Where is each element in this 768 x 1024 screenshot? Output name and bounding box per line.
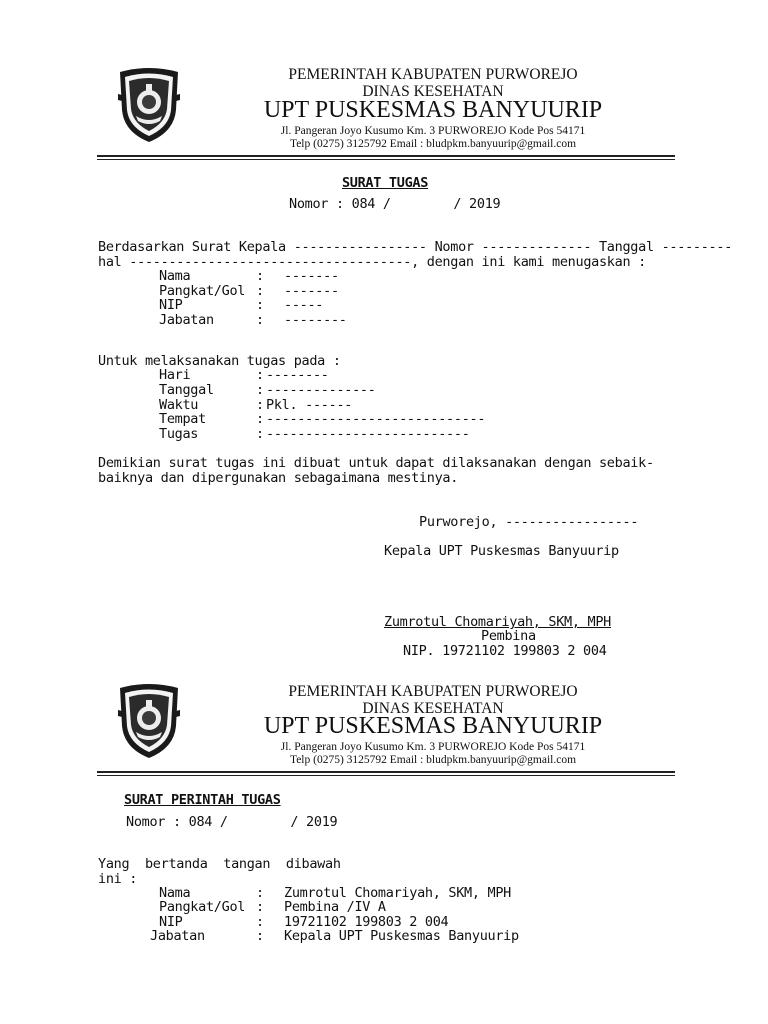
signer-name: Zumrotul Chomariyah, SKM, MPH	[384, 614, 612, 630]
letterhead-rule-thick	[97, 771, 675, 773]
letter-intro-line: Berdasarkan Surat Kepala ----------------- Nomor -------------- Tanggal ---------	[98, 239, 733, 255]
field-value: --------	[284, 312, 347, 328]
field-value: ----------------------------	[266, 411, 486, 427]
letter-title: SURAT TUGAS	[341, 175, 429, 191]
field-colon: :	[256, 411, 264, 427]
field-value: --------------------------	[266, 426, 470, 442]
field-colon: :	[256, 928, 264, 944]
field-label: Tanggal	[159, 382, 214, 398]
letter-number: Nomor : 084 / / 2019	[289, 196, 501, 212]
letterhead-department: DINAS KESEHATAN	[362, 83, 504, 100]
field-value: Kepala UPT Puskesmas Banyuurip	[284, 928, 519, 944]
field-colon: :	[256, 283, 264, 299]
letter-title: SURAT PERINTAH TUGAS	[124, 792, 281, 808]
field-label: Tugas	[159, 426, 199, 442]
field-colon: :	[256, 885, 264, 901]
letterhead-rule-thick	[97, 155, 675, 157]
closing-line: baiknya dan dipergunakan sebagaimana mestinya.	[98, 470, 459, 486]
field-colon: :	[256, 426, 264, 442]
place-date: Purworejo, -----------------	[419, 514, 639, 530]
letterhead-contact: Telp (0275) 3125792 Email : bludpkm.banyuurip@gmail.com	[289, 754, 577, 766]
field-label: Waktu	[159, 397, 199, 413]
field-colon: :	[256, 397, 264, 413]
field-label: Jabatan	[150, 928, 205, 944]
letterhead-institution: UPT PUSKESMAS BANYUURIP	[263, 713, 603, 739]
letterhead-address: Jl. Pangeran Joyo Kusumo Km. 3 PURWOREJO Kode Pos 54171	[280, 125, 586, 137]
field-value: -------	[284, 268, 339, 284]
field-label: Hari	[159, 367, 191, 383]
field-colon: :	[256, 268, 264, 284]
letterhead-institution: UPT PUSKESMAS BANYUURIP	[263, 97, 603, 123]
letterhead-government-name: PEMERINTAH KABUPATEN PURWOREJO	[288, 66, 578, 83]
field-label: Nama	[159, 268, 191, 284]
field-value: -----	[284, 297, 324, 313]
field-value: Pembina /IV A	[284, 899, 386, 915]
field-colon: :	[256, 914, 264, 930]
field-value: --------	[266, 367, 329, 383]
closing-line: Demikian surat tugas ini dibuat untuk dapat dilaksanakan dengan sebaik-	[98, 455, 654, 471]
field-value: 19721102 199803 2 004	[284, 914, 449, 930]
field-value: --------------	[266, 382, 376, 398]
field-value: -------	[284, 283, 339, 299]
field-colon: :	[256, 367, 264, 383]
letterhead-rule-thin	[97, 775, 675, 776]
letter-intro-line: Yang bertanda tangan dibawah	[98, 856, 341, 872]
task-intro: Untuk melaksanakan tugas pada :	[98, 353, 341, 369]
letter-intro-line: ini :	[98, 871, 138, 887]
field-colon: :	[256, 297, 264, 313]
letter-intro-line: hal ------------------------------------, dengan ini kami menugaskan :	[98, 254, 646, 270]
field-colon: :	[256, 382, 264, 398]
field-value: Pkl. ------	[266, 397, 353, 413]
field-label: Jabatan	[159, 312, 214, 328]
regency-emblem-icon	[116, 682, 182, 760]
field-label: NIP	[159, 297, 183, 313]
signer-title: Kepala UPT Puskesmas Banyuurip	[384, 543, 619, 559]
letterhead-address: Jl. Pangeran Joyo Kusumo Km. 3 PURWOREJO Kode Pos 54171	[280, 741, 586, 753]
letterhead-rule-thin	[97, 159, 675, 160]
signer-rank: Pembina	[481, 628, 536, 644]
field-label: Pangkat/Gol	[159, 899, 246, 915]
field-label: Tempat	[159, 411, 206, 427]
letterhead-government-name: PEMERINTAH KABUPATEN PURWOREJO	[288, 683, 578, 700]
field-colon: :	[256, 899, 264, 915]
letterhead-department: DINAS KESEHATAN	[362, 700, 504, 717]
field-label: Pangkat/Gol	[159, 283, 246, 299]
field-label: Nama	[159, 885, 191, 901]
letterhead-contact: Telp (0275) 3125792 Email : bludpkm.banyuurip@gmail.com	[289, 138, 577, 150]
regency-emblem-icon	[116, 66, 182, 144]
letter-number: Nomor : 084 / / 2019	[126, 814, 338, 830]
field-value: Zumrotul Chomariyah, SKM, MPH	[284, 885, 512, 901]
field-colon: :	[256, 312, 264, 328]
field-label: NIP	[159, 914, 183, 930]
signer-nip: NIP. 19721102 199803 2 004	[403, 643, 607, 659]
